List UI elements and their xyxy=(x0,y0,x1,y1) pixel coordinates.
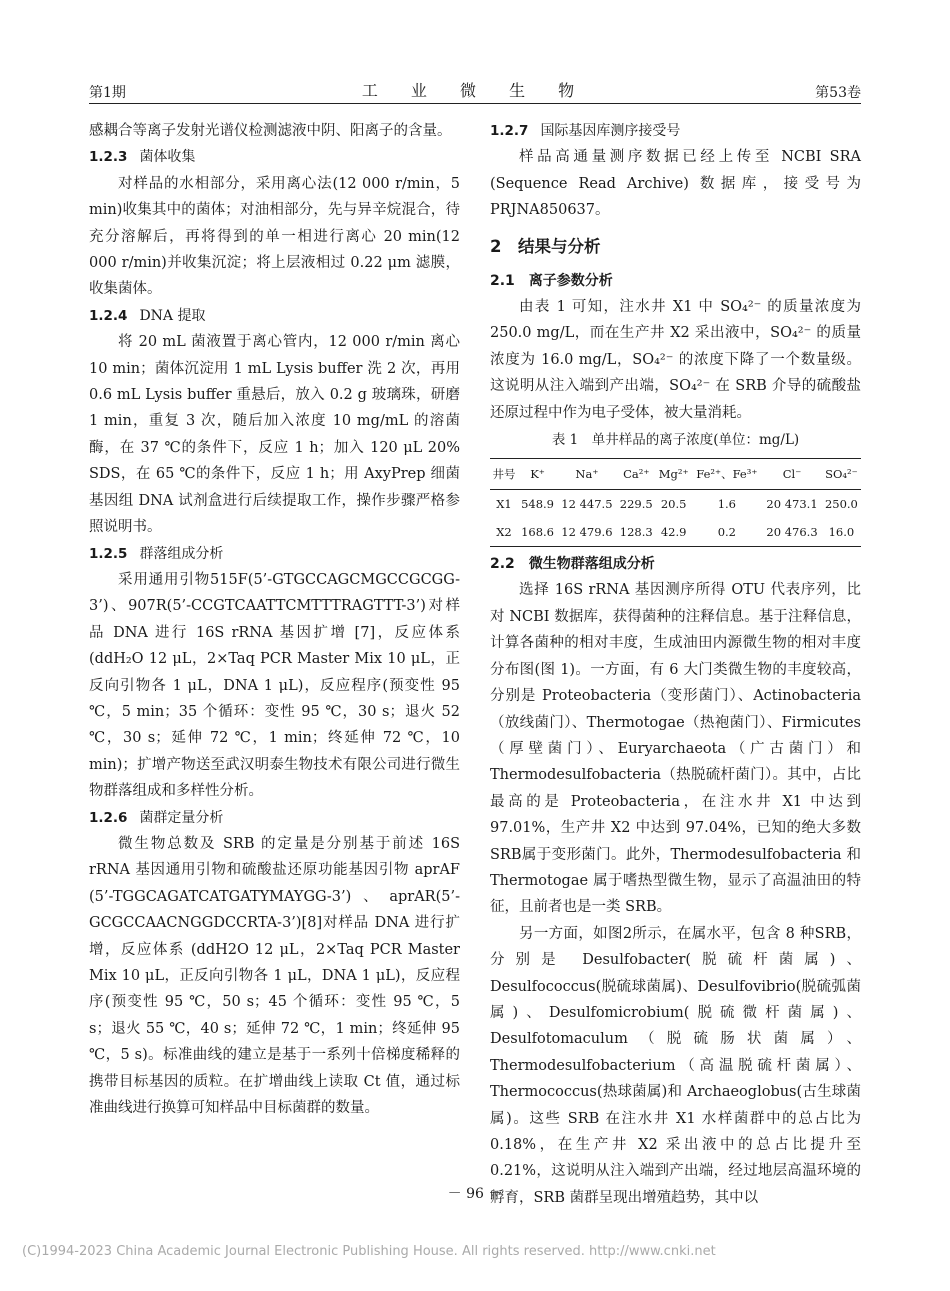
journal-title: 工 业 微 生 物 xyxy=(361,81,589,100)
paragraph: 样品高通量测序数据已经上传至 NCBI SRA (Sequence Read Archive) 数据库，接受号为 PRJNA850637。 xyxy=(490,149,861,219)
table-cell: 1.6 xyxy=(717,497,736,512)
subsection-number: 1.2.4 xyxy=(89,307,128,324)
subsection-heading-1-2-4 xyxy=(89,303,460,329)
paragraph: 感耦合等离子发射光谱仪检测滤液中阴、阳离子的含量。 xyxy=(89,123,452,139)
subsection-title: 离子参数分析 xyxy=(528,272,613,289)
paragraph: 对样品的水相部分，采用离心法(12 000 r/min，5 min)收集其中的菌体；对油相部分，先与异辛烷混合，待充分溶解后，再将得到的单一相进行离心 20 min(12 000 r/min)并收集沉淀；将上层液相过 0.22 μm 滤膜，收集菌体。 xyxy=(89,175,460,298)
table-row xyxy=(490,518,861,547)
paragraph: 由表 1 可知，注水井 X1 中 SO₄²⁻ 的质量浓度为 250.0 mg/L，而在生产井 X2 采出液中，SO₄²⁻ 的质量浓度为 16.0 mg/L，SO₄²⁻ 的浓度下降了一个数量级。这说明从注入端到产出端，SO₄²⁻ 在 SRB 介导的硫酸盐还原过程中作为电子受体，被大量消耗。 xyxy=(490,299,861,421)
subsection-title: 菌群定量分析 xyxy=(139,809,224,826)
paragraph: 微生物总数及 SRB 的定量是分别基于前述 16S rRNA 基因通用引物和硫酸盐还原功能基因引物 aprAF (5’-TGGCAGATCATGATYMAYGG-3’)、aprAR(5’-GCGCCAACNGGDCCRTA-3’)[8]对样品 DNA 进行扩增，反应体系 (ddH2O 12 μL，2×Taq PCR Master Mix 10 μL，正反向引物各 1 μL，DNA 1 μL)，反应程序(预变性 95 ℃，50 s；45 个循环：变性 95 ℃，5 s；退火 55 ℃，40 s；延伸 72 ℃，1 min；终延伸 95 ℃，5 s)。标准曲线的建立是基于一系列十倍梯度稀释的携带目标基因的质粒。在扩增曲线上读取 Ct 值，通过标准曲线进行换算可知样品中目标菌群的数量。 xyxy=(89,835,460,1117)
subsection-title: 微生物群落组成分析 xyxy=(528,556,655,573)
table-header-cell: Fe²⁺、Fe³⁺ xyxy=(696,467,758,482)
subsection-number: 1.2.7 xyxy=(490,123,529,139)
table-cell: 168.6 xyxy=(521,525,555,540)
issue-label: 第1期 xyxy=(89,85,126,101)
table-header-cell: SO₄²⁻ xyxy=(825,467,858,482)
subsection-heading-2-1 xyxy=(490,268,861,294)
subsection-number: 2.1 xyxy=(490,272,515,289)
subsection-title: DNA 提取 xyxy=(139,307,206,324)
table-header-row xyxy=(490,459,861,490)
running-header xyxy=(89,78,861,104)
table-cell: 12 479.6 xyxy=(561,525,613,540)
table-cell: 20.5 xyxy=(660,497,687,512)
subsection-heading-1-2-3 xyxy=(89,144,460,170)
table-row xyxy=(490,490,861,519)
right-column xyxy=(490,118,861,1211)
table-cell: 548.9 xyxy=(521,497,555,512)
table-cell: 0.2 xyxy=(717,525,736,540)
table-cell: 20 476.3 xyxy=(766,525,818,540)
subsection-title: 群落组成分析 xyxy=(139,545,224,562)
table-header-cell: Mg²⁺ xyxy=(658,467,689,482)
table-cell: 16.0 xyxy=(828,525,855,540)
header-rule xyxy=(89,103,861,104)
table-header-cell: Na⁺ xyxy=(575,467,599,482)
subsection-heading-1-2-7 xyxy=(490,118,861,144)
left-column xyxy=(89,118,460,1121)
copyright-footer: (C)1994-2023 China Academic Journal Electronic Publishing House. All rights reserved. http://www.cnki.net xyxy=(22,1244,716,1259)
section-heading-2: 2 结果与分析 xyxy=(490,236,601,256)
subsection-heading-2-2 xyxy=(490,551,861,577)
subsection-number: 1.2.6 xyxy=(89,809,128,826)
table-cell: 12 447.5 xyxy=(561,497,613,512)
paragraph: 选择 16S rRNA 基因测序所得 OTU 代表序列，比对 NCBI 数据库，获得菌种的注释信息。基于注释信息，计算各菌种的相对丰度，生成油田内源微生物的相对丰度分布图(图 1)。一方面，有 6 大门类微生物的丰度较高，分别是 Proteobacteria（变形菌门）、Actinobacteria（放线菌门）、Thermotogae（热袍菌门）、Firmicutes（厚壁菌门）、Euryarchaeota（广古菌门）和 Thermodesulfobacteria（热脱硫杆菌门）。其中，占比最高的是 Proteobacteria，在注水井 X1 中达到 97.01%，生产井 X2 中达到 97.04%，已知的绝大多数SRB属于变形菌门。此外，Thermodesulfobacteria 和 Thermotogae 属于嗜热型微生物，显示了高温油田的特征，且前者也是一类 SRB。 xyxy=(490,582,861,916)
table-cell: 250.0 xyxy=(824,497,858,512)
table-header-cell: 井号 xyxy=(492,467,516,482)
paragraph: 采用通用引物515F(5’-GTGCCAGCMGCCGCGG-3’)、907R(5’-CCGTCAATTCMTTTRAGTTT-3’)对样品 DNA 进行 16S rRNA 基因扩增 [7]，反应体系(ddH₂O 12 μL，2×Taq PCR Master Mix 10 μL，正反向引物各 1 μL，DNA 1 μL)，反应程序(预变性 95 ℃，5 min；35 个循环：变性 95 ℃，30 s；退火 52 ℃，30 s；延伸 72 ℃，1 min；终延伸 72 ℃，10 min)；扩增产物送至武汉明泰生物技术有限公司进行微生物群落组成和多样性分析。 xyxy=(89,571,460,800)
table-cell: 128.3 xyxy=(619,525,653,540)
paragraph: 另一方面，如图2所示，在属水平，包含 8 种SRB，分别是 Desulfobacter(脱硫杆菌属)、Desulfococcus(脱硫球菌属)、Desulfovibrio(脱硫弧菌属)、Desulfomicrobium(脱硫微杆菌属)、Desulfotomaculum（脱硫肠状菌属）、Thermodesulfobacterium（高温脱硫杆菌属）、Thermococcus(热球菌属)和 Archaeoglobus(古生球菌属)。这些 SRB 在注水井 X1 水样菌群中的总占比为 0.18%，在生产井 X2 采出液中的总占比提升至 0.21%，这说明从注入端到产出端，经过地层高温环境的孵育，SRB 菌群呈现出增殖趋势，其中以 xyxy=(490,925,861,1206)
page-number: － 96 － xyxy=(447,1186,503,1202)
table-caption: 表 1 单井样品的离子浓度(单位：mg/L) xyxy=(551,432,800,449)
subsection-title: 国际基因库测序接受号 xyxy=(540,123,681,139)
subsection-number: 1.2.5 xyxy=(89,545,128,562)
table-header-cell: Ca²⁺ xyxy=(623,467,650,482)
paragraph: 将 20 mL 菌液置于离心管内，12 000 r/min 离心 10 min；菌体沉淀用 1 mL Lysis buffer 洗 2 次，再用 0.6 mL Lysis buffer 重悬后，放入 0.2 g 玻璃珠，研磨 1 min，重复 3 次，随后加入浓度 10 mg/mL 的溶菌酶，在 37 ℃的条件下，反应 1 h；加入 120 μL 20% SDS，在 65 ℃的条件下，反应 1 h；用 AxyPrep 细菌基因组 DNA 试剂盒进行后续提取工作，操作步骤严格参照说明书。 xyxy=(89,334,460,536)
volume-label: 第53卷 xyxy=(815,85,861,101)
subsection-title: 菌体收集 xyxy=(139,149,196,166)
table-cell: X1 xyxy=(496,497,512,512)
subsection-number: 1.2.3 xyxy=(89,149,128,166)
subsection-heading-1-2-6 xyxy=(89,805,460,831)
table-cell: X2 xyxy=(496,525,512,540)
subsection-heading-1-2-5 xyxy=(89,541,460,567)
ion-table xyxy=(490,458,861,547)
table-body xyxy=(490,490,861,547)
table-header-cell: K⁺ xyxy=(530,467,545,482)
table-cell: 20 473.1 xyxy=(766,497,818,512)
table-cell: 229.5 xyxy=(619,497,653,512)
table-header-cell: Cl⁻ xyxy=(782,467,802,482)
table-cell: 42.9 xyxy=(660,525,687,540)
subsection-number: 2.2 xyxy=(490,556,515,573)
